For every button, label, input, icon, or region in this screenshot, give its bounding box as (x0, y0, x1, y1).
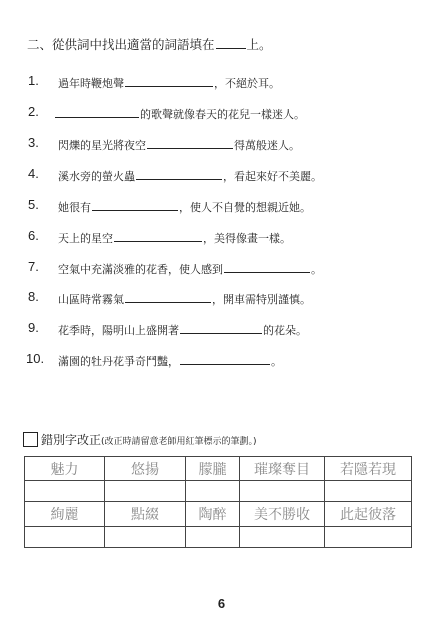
question-text-after: ，看起來好不美麗。 (223, 170, 322, 183)
question-number: 1. (28, 73, 39, 88)
question-3 (22, 135, 432, 153)
section2-heading (23, 431, 257, 448)
answer-cell[interactable] (325, 527, 412, 548)
question-8 (22, 289, 432, 307)
section2-note: (改正時請留意老師用紅筆標示的筆劃。) (101, 437, 257, 447)
answer-cell[interactable] (325, 481, 412, 502)
word-table (24, 456, 412, 548)
question-text-before: 閃爍的星光將夜空 (58, 139, 146, 152)
answer-cell[interactable] (186, 527, 240, 548)
answer-blank[interactable] (136, 168, 222, 180)
answer-blank[interactable] (125, 291, 211, 303)
question-number: 3. (28, 135, 39, 150)
question-10 (22, 351, 432, 369)
question-number: 7. (28, 259, 39, 274)
answer-blank[interactable] (125, 75, 213, 87)
question-text-after: 。 (311, 263, 322, 276)
question-text-after: ，開車需特別謹慎。 (212, 293, 311, 306)
word-cell: 陶醉 (186, 502, 240, 527)
answer-blank[interactable] (147, 137, 233, 149)
question-number: 6. (28, 228, 39, 243)
question-text-after: ，美得像畫一樣。 (203, 232, 291, 245)
question-number: 5. (28, 197, 39, 212)
answer-cell[interactable] (25, 527, 105, 548)
question-text-after: 得萬般迷人。 (234, 139, 300, 152)
answer-blank[interactable] (55, 106, 139, 118)
answer-cell[interactable] (105, 527, 186, 548)
answer-blank[interactable] (114, 230, 202, 242)
question-text-before: 天上的星空 (58, 232, 113, 245)
question-9 (22, 320, 432, 338)
question-6 (22, 228, 432, 246)
question-number: 2. (28, 104, 39, 119)
instruction-text-before: 二、從供詞中找出適當的詞語填在 (27, 37, 215, 52)
question-text-after: ，使人不自覺的想親近她。 (179, 201, 311, 214)
question-7 (22, 259, 432, 277)
question-number: 8. (28, 289, 39, 304)
answer-blank[interactable] (180, 353, 270, 365)
answer-blank[interactable] (92, 199, 178, 211)
question-number: 4. (28, 166, 39, 181)
instruction-heading (27, 35, 272, 53)
answer-cell[interactable] (186, 481, 240, 502)
word-cell: 璀璨奪目 (240, 457, 325, 481)
question-text-before: 花季時，陽明山上盛開著 (58, 324, 179, 337)
word-cell: 魅力 (25, 457, 105, 481)
question-4 (22, 166, 432, 184)
answer-cell[interactable] (105, 481, 186, 502)
word-row (25, 502, 412, 527)
word-cell: 絢麗 (25, 502, 105, 527)
question-5 (22, 197, 432, 215)
question-text-before: 她很有 (58, 201, 91, 214)
word-cell: 悠揚 (105, 457, 186, 481)
word-cell: 若隱若現 (325, 457, 412, 481)
word-cell: 美不勝收 (240, 502, 325, 527)
question-text-after: 的歌聲就像春天的花兒一樣迷人。 (140, 108, 305, 121)
instruction-text-after: 上。 (246, 37, 272, 52)
question-text-after: 的花朵。 (263, 324, 307, 337)
question-text-before: 山區時常霧氣 (58, 293, 124, 306)
question-text-after: 。 (271, 355, 282, 368)
answer-cell[interactable] (240, 527, 325, 548)
question-text-before: 空氣中充滿淡雅的花香，使人感到 (58, 263, 223, 276)
instruction-blank (216, 36, 246, 49)
question-text-before: 過年時鞭炮聲 (58, 77, 124, 90)
word-cell: 此起彼落 (325, 502, 412, 527)
answer-cell[interactable] (25, 481, 105, 502)
question-text-after: ，不絕於耳。 (214, 77, 280, 90)
section2-title: 錯別字改正 (41, 433, 102, 447)
question-1 (22, 73, 432, 91)
word-cell: 朦朧 (186, 457, 240, 481)
question-number: 9. (28, 320, 39, 335)
question-text-before: 滿園的牡丹花爭奇鬥豔， (58, 355, 179, 368)
answer-blank[interactable] (224, 261, 310, 273)
word-cell: 點綴 (105, 502, 186, 527)
answer-row (25, 481, 412, 502)
answer-cell[interactable] (240, 481, 325, 502)
section-checkbox[interactable] (23, 432, 38, 447)
question-2 (22, 104, 432, 122)
page-number: 6 (217, 596, 226, 611)
answer-blank[interactable] (180, 322, 262, 334)
answer-row (25, 527, 412, 548)
word-row (25, 457, 412, 481)
question-number: 10. (26, 351, 45, 366)
question-text-before: 溪水旁的螢火蟲 (58, 170, 135, 183)
